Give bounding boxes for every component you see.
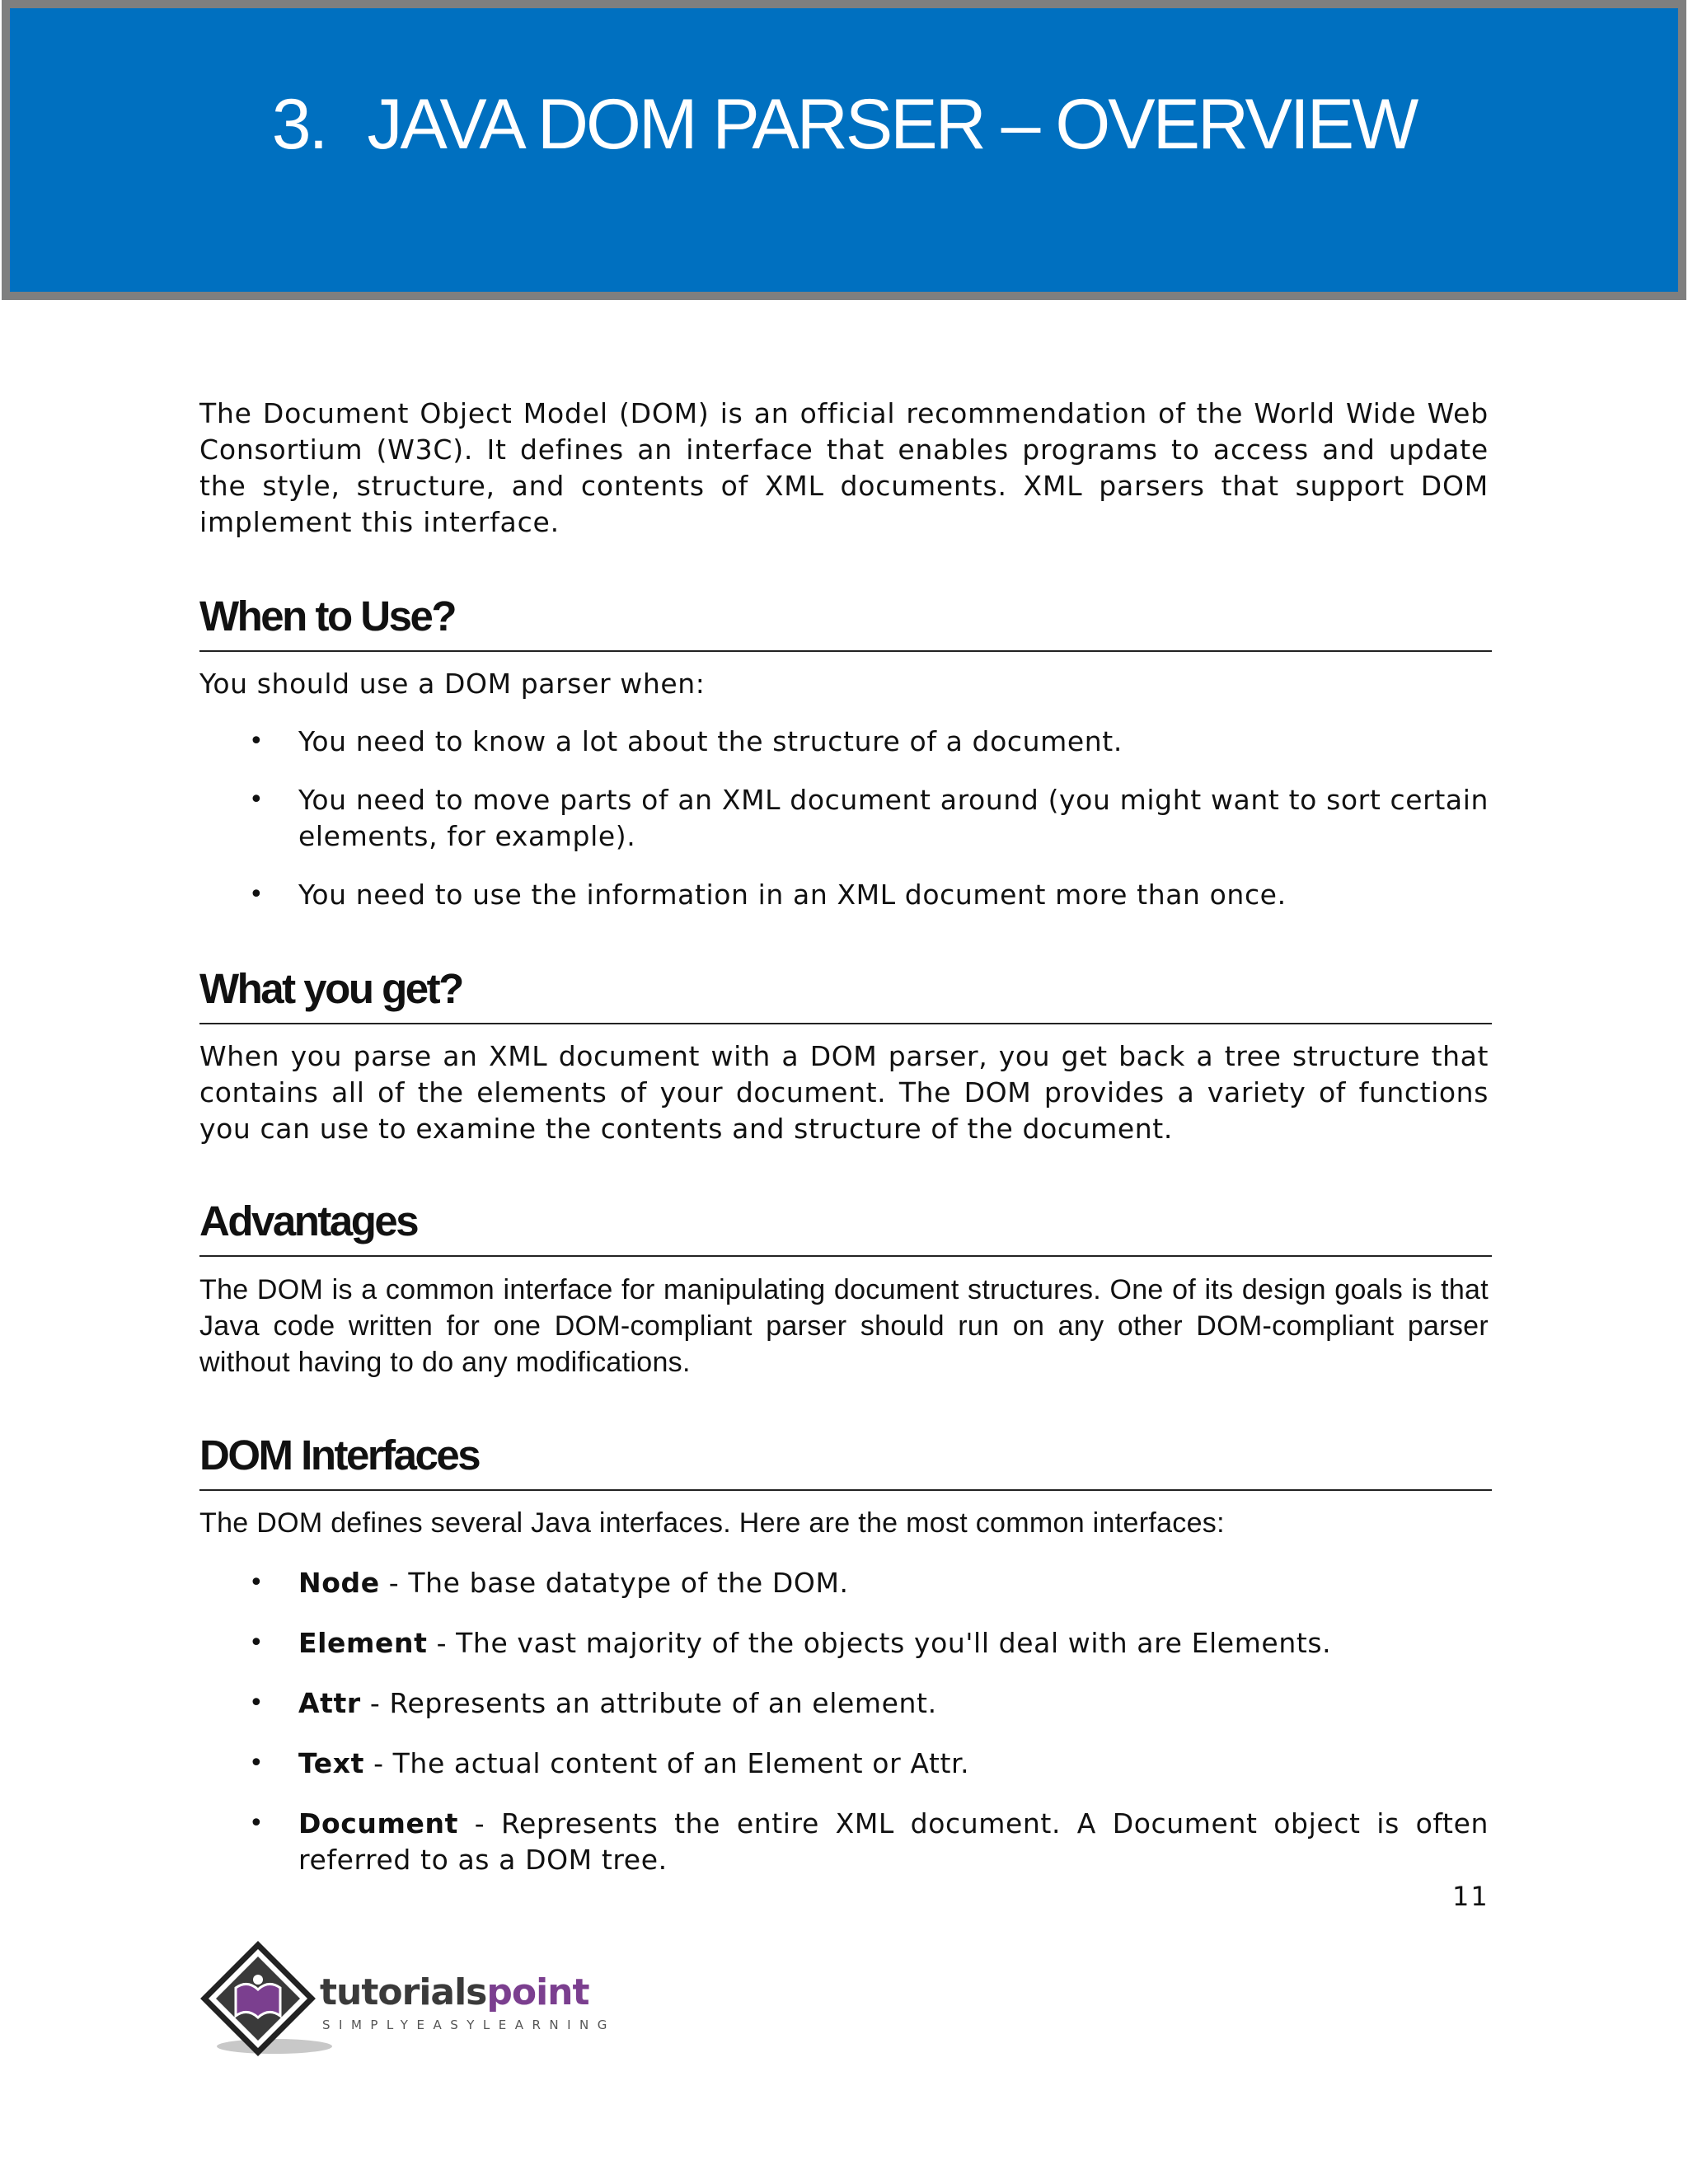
list-item: • Element - The vast majority of the objects you'll deal with are Elements. (199, 1625, 1489, 1661)
list-item: • Document - Represents the entire XML document. A Document object is often referred to as a DOM tree. (249, 1807, 1489, 1876)
intro-paragraph: The Document Object Model (DOM) is an official recommendation of the World Wide Web Consortium (W3C). It defines an interface that enables programs to access and update the style, structure, and contents of XML documents. XML parsers that support DOM implement this interface. (199, 397, 1489, 538)
bullet-icon: • (249, 1629, 265, 1657)
chapter-title-text: JAVA DOM PARSER – OVERVIEW (367, 85, 1417, 164)
what-you-get-body: When you parse an XML document with a DOM parser, you get back a tree structure that contains all of the elements of your document. The DOM provides a variety of functions you can use to examine the contents and structure of the document. (199, 1040, 1489, 1145)
chapter-title (10, 85, 1678, 164)
tutorialspoint-logo (196, 1937, 625, 2060)
book-icon (236, 1984, 280, 2018)
bullet-icon: • (249, 785, 265, 814)
dom-interfaces-lead: The DOM defines several Java interfaces. Here are the most common interfaces: (199, 1507, 1225, 1539)
logo-tagline: SIMPLYEASYLEARNING (322, 2018, 616, 2032)
bullet-icon: • (249, 1809, 265, 1838)
interface-term: Attr (298, 1687, 361, 1719)
list-item: • Text - The actual content of an Element or Attr. (199, 1746, 1489, 1782)
list-item: • You need to move parts of an XML document around (you might want to sort certain elements, for example). (249, 784, 1489, 852)
list-item: • Node - The base datatype of the DOM. (199, 1565, 1489, 1601)
dom-interfaces-list (199, 1565, 1489, 1878)
logo-wordmark (320, 1971, 590, 2013)
bullet-icon: • (249, 1749, 265, 1778)
bullet-icon: • (249, 727, 265, 756)
heading-dom-interfaces: DOM Interfaces (199, 1434, 1492, 1491)
logo-text-point: point (486, 1971, 589, 2013)
logo-shadow (217, 2039, 332, 2054)
when-to-use-lead: You should use a DOM parser when: (199, 668, 706, 700)
interface-term: Element (298, 1627, 428, 1659)
bullet-icon: • (249, 880, 265, 909)
interface-term: Text (298, 1747, 364, 1779)
chapter-number: 3. (271, 85, 326, 164)
heading-when-to-use: When to Use? (199, 595, 1492, 652)
when-to-use-list (199, 724, 1489, 913)
logo-figure-head (253, 1975, 263, 1985)
list-item: • You need to use the information in an XML document more than once. (199, 877, 1489, 913)
bullet-icon: • (249, 1689, 265, 1718)
advantages-body: The DOM is a common interface for manipulating document structures. One of its design goals is that Java code written for one DOM-compliant parser should run on any other DOM-compliant parser without having to do any modifications. (199, 1274, 1489, 1378)
heading-what-you-get: What you get? (199, 968, 1492, 1024)
interface-term: Document (298, 1807, 458, 1840)
list-item: • Attr - Represents an attribute of an element. (199, 1685, 1489, 1722)
heading-advantages: Advantages (199, 1200, 1492, 1257)
list-item: • You need to know a lot about the structure of a document. (199, 724, 1489, 760)
logo-text-tutorials: tutorials (320, 1971, 487, 2013)
page-number: 11 (1452, 1881, 1489, 1912)
interface-term: Node (298, 1567, 380, 1599)
chapter-banner (2, 0, 1686, 300)
bullet-icon: • (249, 1568, 265, 1597)
